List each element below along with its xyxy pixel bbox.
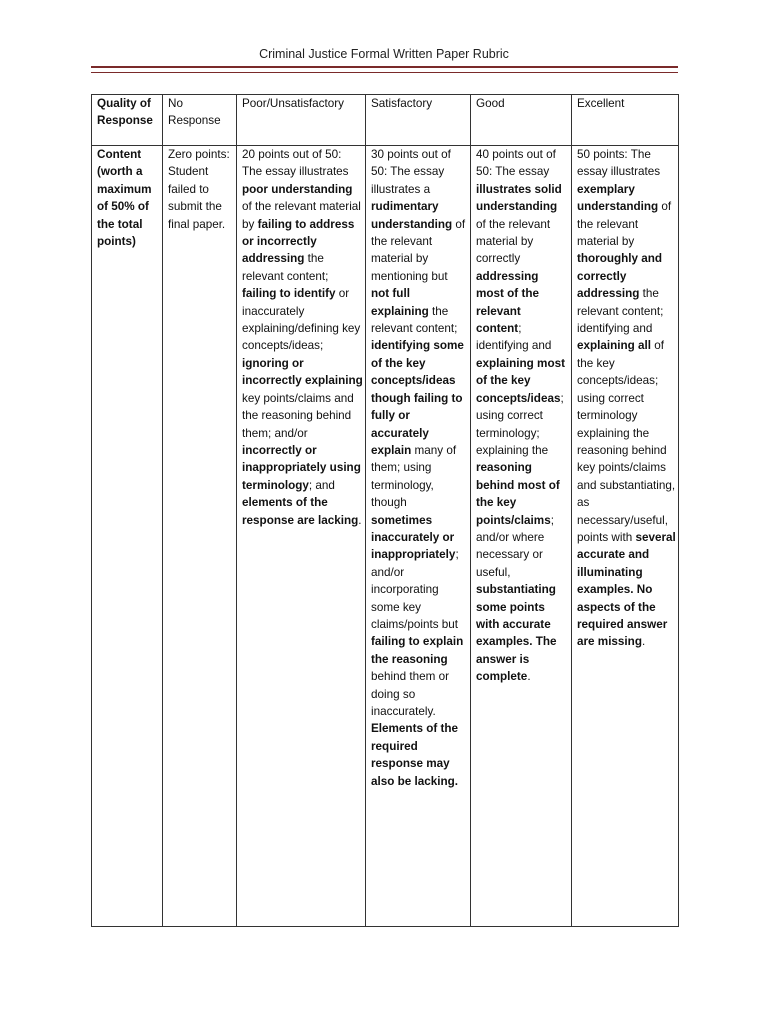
cell-text-segment: explaining most of the key concepts/ideas xyxy=(476,356,565,405)
cell-text-segment: 30 points out of 50: The essay illustrates a xyxy=(371,148,451,196)
cell-text-segment: 40 points out of 50: The essay xyxy=(476,148,556,179)
cell-text-segment: of the relevant material by xyxy=(242,200,361,231)
cell-text-segment: rudimentary understanding xyxy=(371,200,453,231)
cell-text-segment: ; and/or where necessary or useful, xyxy=(476,513,554,579)
title-rule xyxy=(91,66,678,73)
header-poor: Poor/Unsatisfactory xyxy=(237,95,366,146)
cell-text-segment: or inaccurately explaining/defining key concepts/ideas; xyxy=(242,287,361,353)
cell-text-segment: thoroughly and correctly addressing xyxy=(577,252,663,301)
cell-text-segment: the relevant content; xyxy=(242,252,329,283)
cell-text-segment: ignoring or incorrectly explaining xyxy=(242,356,363,388)
cell-text-segment: poor understanding xyxy=(242,182,353,196)
excellent-cell xyxy=(572,146,679,927)
cell-text-segment: 20 points out of 50: The essay illustrates xyxy=(242,148,349,179)
document-title: Criminal Justice Formal Written Paper Rubric xyxy=(259,47,509,61)
cell-text-segment: failing to explain the reasoning xyxy=(371,635,464,666)
cell-text-segment: ; using correct terminology; explaining the xyxy=(476,391,564,457)
cell-text-segment: of the relevant material by correctly xyxy=(476,217,551,266)
header-satisfactory: Satisfactory xyxy=(366,95,471,146)
cell-text-segment: elements of the response are lacking xyxy=(242,496,359,527)
cell-text-segment: . xyxy=(641,635,646,649)
cell-text-segment: key points/claims and the reasoning behind them; and/or xyxy=(242,391,354,440)
cell-text-segment: substantiating some points with accurate examples. The answer is complete xyxy=(476,583,557,684)
cell-text-segment: . xyxy=(527,670,531,684)
cell-text-segment: Elements of the required response may also be lacking. xyxy=(371,722,459,788)
cell-text-segment: of the relevant material by mentioning but xyxy=(371,217,466,283)
good-cell xyxy=(471,146,572,927)
header-good: Good xyxy=(471,95,572,146)
header-excellent: Excellent xyxy=(572,95,679,146)
cell-text-segment: illustrates solid understanding xyxy=(476,182,562,214)
cell-text-segment: ; identifying and xyxy=(476,322,552,353)
cell-text-segment: of the key concepts/ideas; using correct terminology explaining the reasoning behind key points/claims and substantiating, as necessary/useful, points with xyxy=(577,339,676,544)
cell-text-segment: exemplary understanding xyxy=(577,182,659,214)
cell-text-segment: not full explaining xyxy=(371,287,429,318)
cell-text-segment: the relevant content; identifying and xyxy=(577,287,664,336)
table-header-row xyxy=(92,95,679,146)
rubric-table xyxy=(91,94,679,927)
cell-text-segment: Zero points: Student failed to submit the final paper. xyxy=(168,148,230,231)
cell-text-segment: several accurate and illuminating examples. No aspects of the required answer are missing xyxy=(577,530,676,649)
cell-text-segment: identifying some of the key concepts/ideas though failing to fully or accurately explain xyxy=(371,339,464,457)
table-row xyxy=(92,146,679,927)
cell-text-segment: many of them; using terminology, though xyxy=(371,443,457,510)
header-no-response: No Response xyxy=(163,95,237,146)
cell-text-segment: reasoning behind most of the key points/claims xyxy=(476,461,560,527)
cell-text-segment: ; and xyxy=(308,478,335,492)
cell-text-segment: explaining all xyxy=(577,339,652,353)
satisfactory-cell xyxy=(366,146,471,927)
cell-text-segment: of the relevant material by xyxy=(577,200,672,249)
cell-text-segment: addressing most of the relevant content xyxy=(476,269,539,336)
cell-text-segment: . xyxy=(358,513,362,527)
cell-text-segment: failing to identify xyxy=(242,287,336,301)
header-quality-of-response: Quality of Response xyxy=(92,95,163,146)
no-response-cell xyxy=(163,146,237,927)
cell-text-segment: ; and/or incorporating some key claims/points but xyxy=(371,548,459,631)
content-row-label: Content (worth a maximum of 50% of the total points) xyxy=(92,146,163,927)
cell-text-segment: incorrectly or inappropriately using terminology xyxy=(242,443,361,492)
cell-text-segment: behind them or doing so inaccurately. xyxy=(371,670,449,718)
cell-text-segment: failing to address or incorrectly addressing xyxy=(242,217,355,266)
poor-cell xyxy=(237,146,366,927)
cell-text-segment: sometimes inaccurately or inappropriately xyxy=(371,513,456,562)
cell-text-segment: the relevant content; xyxy=(371,304,458,336)
cell-text-segment: 50 points: The essay illustrates xyxy=(577,148,661,179)
